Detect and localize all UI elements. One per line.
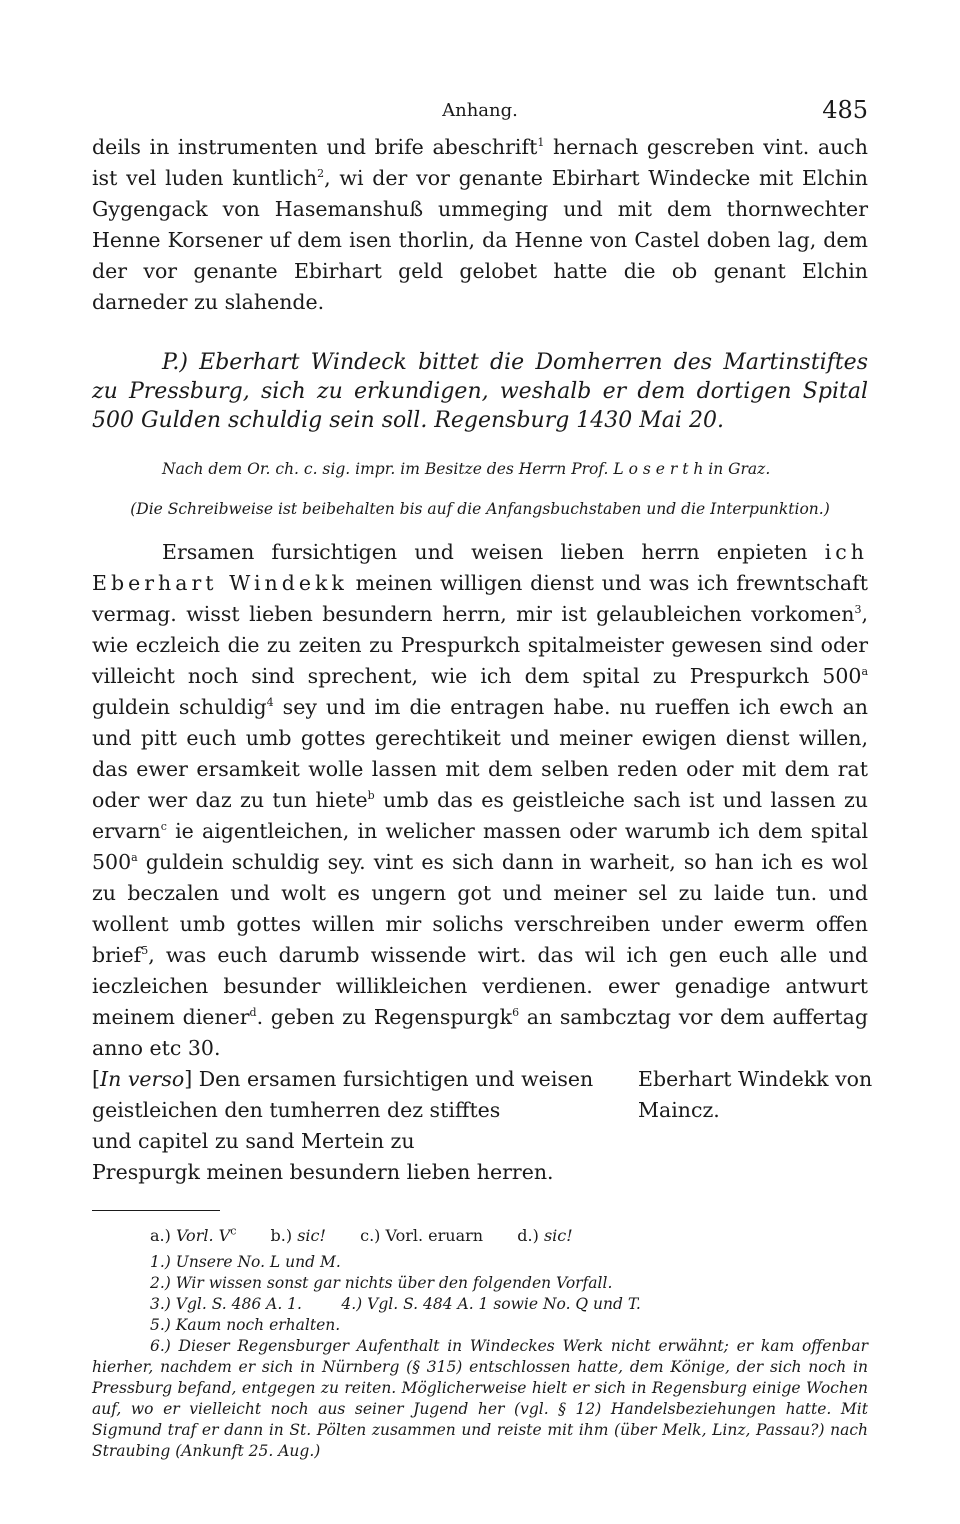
footnote: 3.) Vgl. S. 486 A. 1. 4.) Vgl. S. 484 A. 1 sowie No. Q und T.: [150, 1294, 641, 1313]
document-title: P.) Eberhart Windeck bittet die Domherren des Martinstiftes zu Pressburg, sich zu erkundigen, weshalb er dem dortigen Spital 500 Gulden schuldig sein soll. Regensburg 1430 Mai 20.: [92, 350, 868, 433]
footnote-ref: 5: [141, 943, 149, 957]
text-run: , was euch darumb wissende wirt. das wil ich gen euch alle und ieczleichen besunder willikleichen verdienen. ewer genadige antwurt meinem diener: [92, 942, 868, 1029]
author-name: ich Eberhart Windekk: [92, 539, 868, 595]
text-run: an sambcztag vor dem auffertag anno etc 30.: [92, 1004, 868, 1060]
text-run: , wi der vor genante Ebirhart Windecke mit Elchin Gygengack von Hasemanshuß ummeging und mit dem thornwechter Henne Korsener uf dem isen thorlin, da Henne von Castel doben lag, dem der vor genante Ebirhart geld gelobet hatte die ob genant Elchin darneder zu slahende.: [92, 166, 868, 314]
variant-notes: a.) Vorl. $V^c$ b.) sic! c.) Vorl. eruarn d.) sic!: [150, 1224, 573, 1245]
address-line: Prespurgk meinen besundern lieben herren.: [92, 1159, 554, 1184]
source-note: Nach dem Or. ch. c. sig. impr. im Besitze des Herrn Prof. L o s e r t h in Graz.: [162, 460, 771, 478]
address-line: geistleichen den tumherren dez stifftes: [92, 1097, 501, 1122]
text-run: ie aigentleichen, in welicher massen oder warumb ich dem spital 500: [92, 818, 868, 874]
text-run: guldein schuldig: [92, 694, 267, 719]
text-run: sey und im die entragen habe. nu rueffen ich ewch an und pitt euch umb gottes gerechtikeit und meiner ewigen dienst willen, das ewer ersamkeit wolle lassen mit dem selben reden oder mit dem rat oder wer daz zu tun hiete: [92, 694, 868, 812]
running-title: Anhang.: [442, 100, 518, 121]
text-run: deils in instrumenten und brife abeschrift: [92, 135, 538, 159]
footnote-ref: 6: [512, 1005, 520, 1019]
text-run: . geben zu Regenspurgk: [256, 1004, 513, 1029]
variant-ref: c: [160, 819, 167, 833]
letter-text: [92, 537, 868, 1064]
address-block: [92, 1064, 873, 1188]
text-run: hernach gescreben vint. auch ist vel luden kuntlich: [92, 135, 868, 190]
text-run: umb das es geistleiche sach ist und lassen zu ervarn: [92, 787, 868, 843]
text-run: meinen willigen dienst und was ich frewntschaft vermag. wisst lieben besundern herrn, mir ist gelaubleichen vorkomen: [92, 570, 868, 626]
address-line: [In verso] Den ersamen fursichtigen und weisen: [92, 1066, 594, 1091]
signature-line: Maincz.: [638, 1097, 720, 1122]
footnote-ref: 1: [537, 136, 545, 150]
address-line: und capitel zu sand Mertein zu: [92, 1128, 415, 1153]
orthography-note: (Die Schreibweise ist beibehalten bis auf die Anfangsbuchstaben und die Interpunktion.): [130, 499, 830, 518]
footnote-ref: 2: [317, 167, 325, 181]
variant-ref: a: [131, 850, 138, 864]
recipient-address: [92, 1064, 593, 1188]
text-run: guldein schuldig sey. vint es sich dann in warheit, so han ich es wol zu beczalen und wolt es ungern got und meiner sel zu laide tun. und wollent umb gottes willen mir solichs verschreiben under ewerm offen brief: [92, 849, 868, 967]
footnote-ref: 3: [854, 602, 862, 616]
page-header: [92, 92, 868, 132]
sender-signature: [638, 1064, 873, 1188]
opening-paragraph: [92, 132, 868, 318]
text-run: , wie eczleich die zu zeiten zu Prespurkch spitalmeister gewesen sind oder villeicht noch sind sprechent, wie ich dem spital zu Prespurkch 500: [92, 601, 868, 688]
variant-ref: d: [249, 1005, 257, 1019]
footnote-long: 6.) Dieser Regensburger Aufenthalt in Windeckes Werk nicht erwähnt; er kam offenbar hierher, nachdem er sich in Nürnberg (§ 315) entschlossen hatte, dem Könige, der sich noch in Pressburg befand, entgegen zu reiten. Möglicherweise hielt er sich in Regensburg einige Wochen auf, wo er vielleicht noch aus seiner Jugend her (vgl. § 12) Handelsbeziehungen hatte. Mit Sigmund traf er dann in St. Pölten zusammen und reiste mit ihm (über Melk, Linz, Passau?) nach Straubing (Ankunft 25. Aug.): [92, 1336, 868, 1460]
page-number: 485: [822, 96, 868, 124]
variant-ref: b: [367, 788, 375, 802]
verso-label: In verso: [100, 1066, 185, 1091]
variant-ref: a: [861, 664, 868, 678]
footnote: 5.) Kaum noch erhalten.: [150, 1315, 341, 1334]
footnote: 1.) Unsere No. L und M.: [150, 1252, 341, 1271]
footnote-divider: [92, 1210, 220, 1211]
footnote: 2.) Wir wissen sonst gar nichts über den folgenden Vorfall.: [150, 1273, 613, 1292]
signature-line: Eberhart Windekk von: [638, 1066, 873, 1091]
footnote-ref: 4: [266, 695, 274, 709]
text-run: Ersamen fursichtigen und weisen lieben herrn enpieten: [162, 539, 825, 564]
